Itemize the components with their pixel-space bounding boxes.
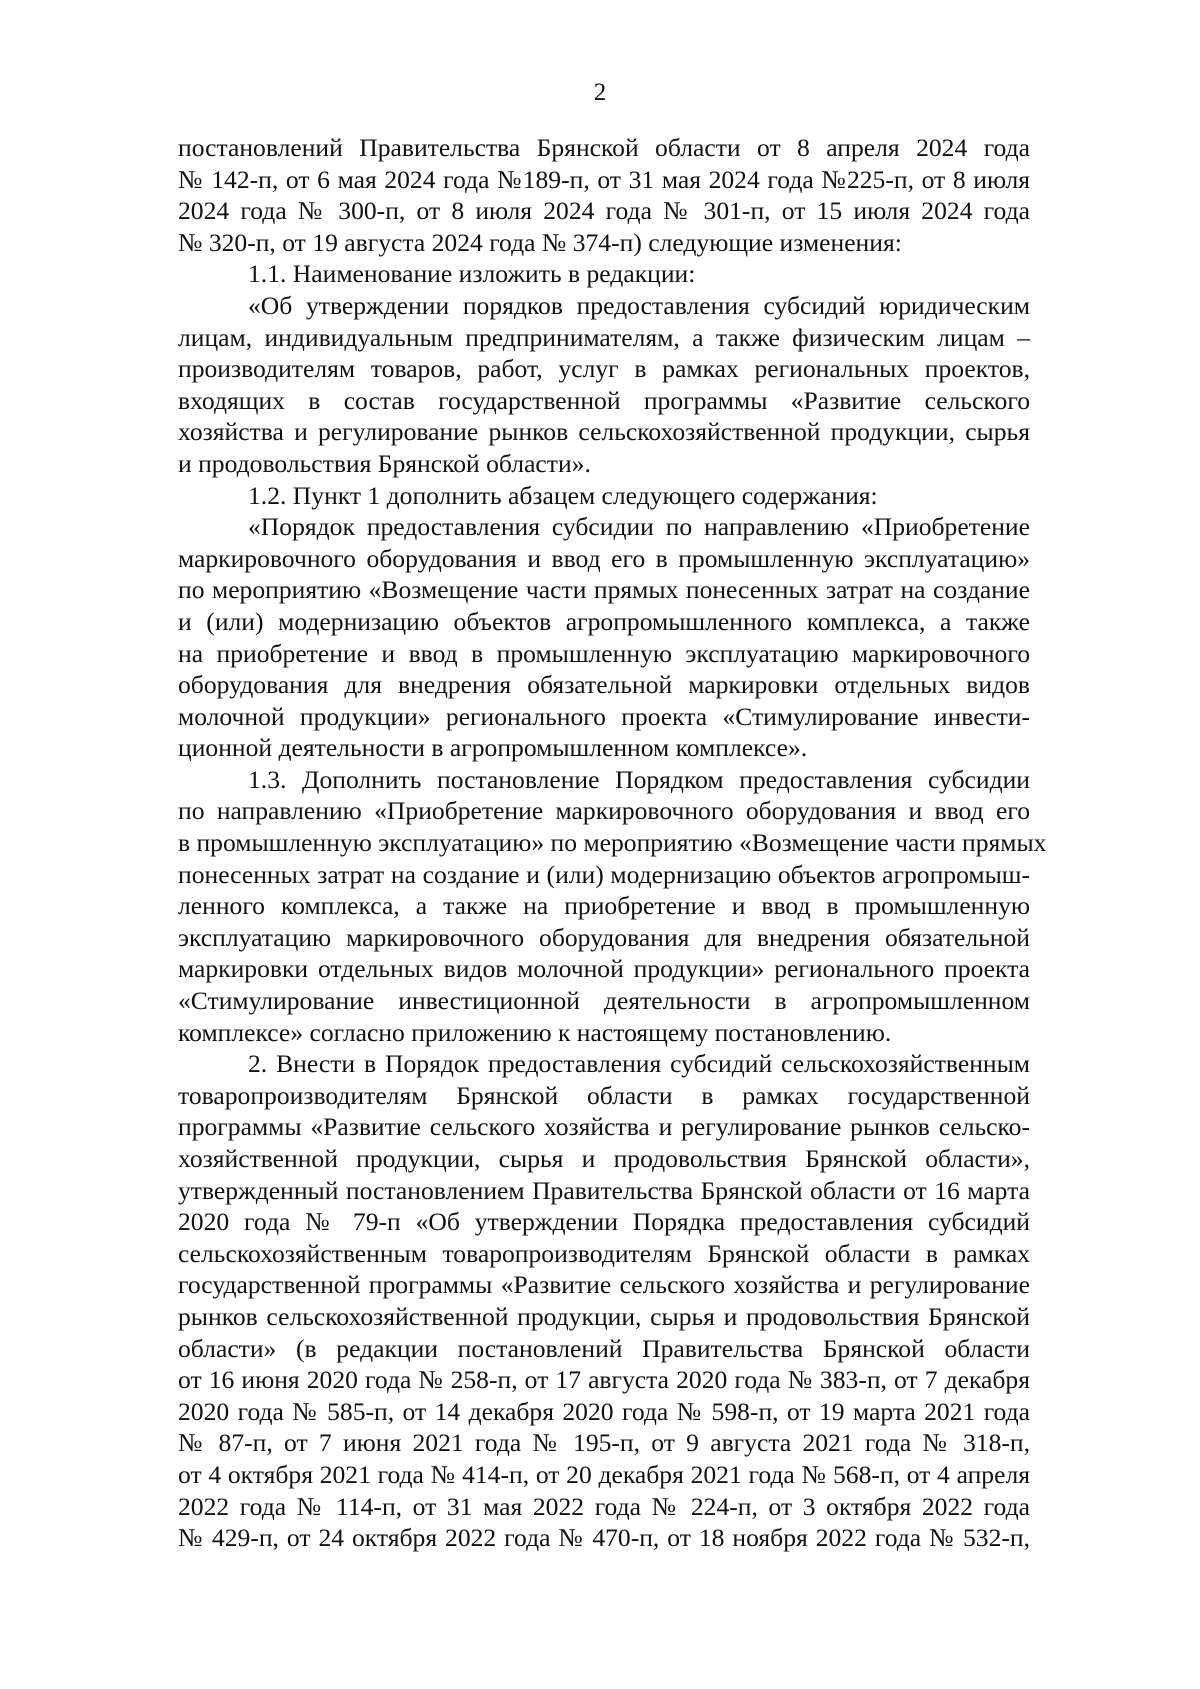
- text-line: эксплуатацию маркировочного оборудования для внедрения обязательной: [178, 922, 1030, 952]
- text-line: входящих в состав государственной программы «Развитие сельского: [178, 385, 1030, 415]
- text-line: рынков сельскохозяйственной продукции, сырья и продовольствия Брянской: [178, 1301, 1030, 1331]
- text-line: на приобретение и ввод в промышленную эксплуатацию маркировочного: [178, 638, 1030, 668]
- text-line: № 87-п, от 7 июня 2021 года № 195-п, от 9 августа 2021 года № 318-п,: [178, 1428, 1030, 1458]
- text-line: и продовольствия Брянской области».: [178, 448, 591, 478]
- text-line: области» (в редакции постановлений Правительства Брянской области: [178, 1333, 1030, 1363]
- text-line: № 429-п, от 24 октября 2022 года № 470-п, от 18 ноября 2022 года № 532-п,: [178, 1523, 1030, 1553]
- text-line: постановлений Правительства Брянской области от 8 апреля 2024 года: [178, 133, 1030, 162]
- text-line: молочной продукции» регионального проекта «Стимулирование инвести-: [178, 701, 1030, 731]
- text-line: в промышленную эксплуатацию» по мероприятию «Возмещение части прямых: [178, 828, 1047, 858]
- text-line: по мероприятию «Возмещение части прямых понесенных затрат на создание: [178, 575, 1030, 605]
- text-line: государственной программы «Развитие сельского хозяйства и регулирование: [178, 1270, 1030, 1300]
- text-line: по направлению «Приобретение маркировочного оборудования и ввод его: [178, 796, 1030, 826]
- text-line: 1.2. Пункт 1 дополнить абзацем следующего содержания:: [248, 480, 878, 510]
- text-line: и (или) модернизацию объектов агропромышленного комплекса, а также: [178, 606, 1030, 636]
- text-line: 1.1. Наименование изложить в редакции:: [248, 259, 696, 289]
- text-line: лицам, индивидуальным предпринимателям, а также физическим лицам –: [178, 322, 1030, 352]
- text-line: 1.3. Дополнить постановление Порядком предоставления субсидии: [248, 764, 1030, 794]
- text-line: утвержденный постановлением Правительства Брянской области от 16 марта: [178, 1175, 1030, 1205]
- text-line: производителям товаров, работ, услуг в рамках региональных проектов,: [178, 354, 1030, 384]
- text-line: маркировочного оборудования и ввод его в промышленную эксплуатацию»: [178, 543, 1030, 573]
- text-line: «Об утверждении порядков предоставления субсидий юридическим: [248, 290, 1030, 320]
- text-line: 2020 года № 585-п, от 14 декабря 2020 года № 598-п, от 19 марта 2021 года: [178, 1396, 1030, 1426]
- text-line: оборудования для внедрения обязательной маркировки отдельных видов: [178, 670, 1030, 700]
- text-line: от 4 октября 2021 года № 414-п, от 20 декабря 2021 года № 568-п, от 4 апреля: [178, 1459, 1030, 1489]
- text-line: «Стимулирование инвестиционной деятельности в агропромышленном: [178, 986, 1030, 1016]
- text-line: комплексе» согласно приложению к настоящему постановлению.: [178, 1017, 892, 1047]
- text-line: от 16 июня 2020 года № 258-п, от 17 августа 2020 года № 383-п, от 7 декабря: [178, 1365, 1030, 1395]
- text-line: № 320-п, от 19 августа 2024 года № 374-п) следующие изменения:: [178, 227, 902, 257]
- text-line: программы «Развитие сельского хозяйства и регулирование рынков сельско-: [178, 1112, 1030, 1142]
- text-line: № 142-п, от 6 мая 2024 года №189-п, от 31 мая 2024 года №225-п, от 8 июля: [178, 164, 1030, 194]
- text-line: «Порядок предоставления субсидии по направлению «Приобретение: [248, 512, 1030, 542]
- page-number: 2: [593, 79, 607, 106]
- text-line: 2024 года № 300-п, от 8 июля 2024 года № 301-п, от 15 июля 2024 года: [178, 196, 1030, 226]
- text-line: 2022 года № 114-п, от 31 мая 2022 года № 224-п, от 3 октября 2022 года: [178, 1491, 1030, 1521]
- text-line: ционной деятельности в агропромышленном комплексе».: [178, 733, 808, 763]
- text-line: 2. Внести в Порядок предоставления субсидий сельскохозяйственным: [248, 1049, 1030, 1079]
- text-line: понесенных затрат на создание и (или) модернизацию объектов агропромыш-: [178, 859, 1030, 889]
- text-line: товаропроизводителям Брянской области в рамках государственной: [178, 1080, 1030, 1110]
- text-line: сельскохозяйственным товаропроизводителям Брянской области в рамках: [178, 1238, 1030, 1268]
- text-line: хозяйства и регулирование рынков сельскохозяйственной продукции, сырья: [178, 417, 1030, 447]
- text-line: хозяйственной продукции, сырья и продовольствия Брянской области»,: [178, 1144, 1030, 1173]
- text-line: маркировки отдельных видов молочной продукции» регионального проекта: [178, 954, 1030, 984]
- document-body: [178, 132, 1047, 1554]
- text-line: ленного комплекса, а также на приобретение и ввод в промышленную: [178, 891, 1030, 921]
- text-line: 2020 года № 79-п «Об утверждении Порядка предоставления субсидий: [178, 1207, 1030, 1237]
